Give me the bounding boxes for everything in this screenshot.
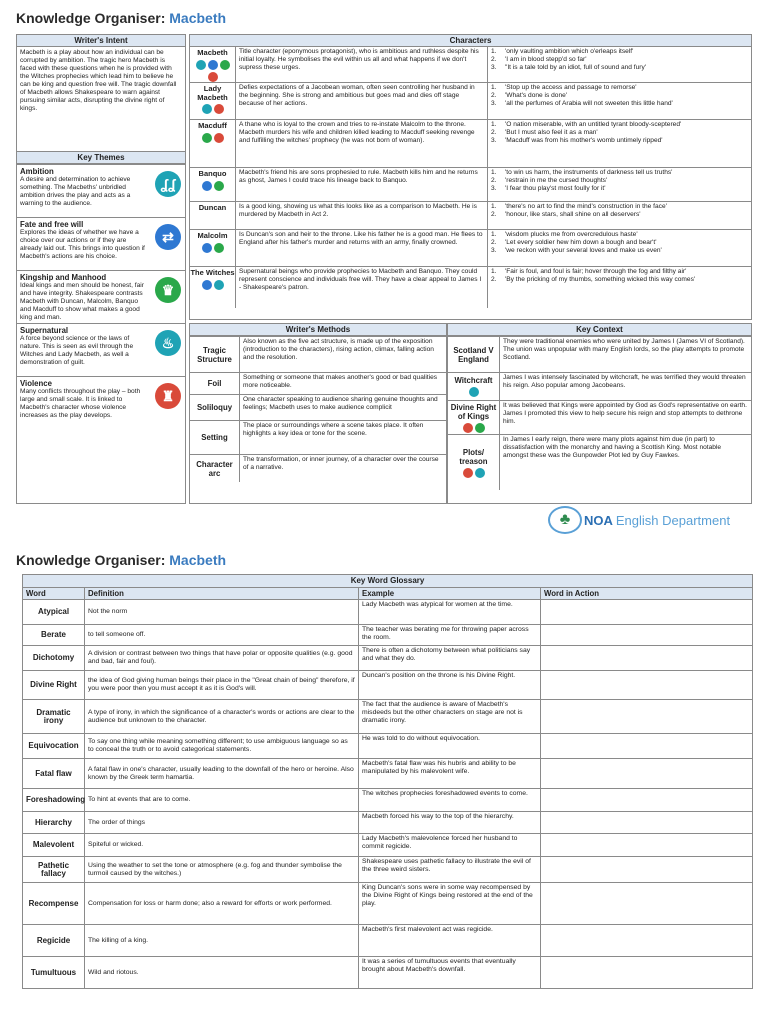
teal-theme-icon: [475, 468, 485, 478]
theme-title: Ambition: [20, 167, 54, 176]
context-name: [448, 337, 500, 372]
glossary-word: Tumultuous: [23, 957, 85, 989]
blue-theme-icon: [202, 280, 212, 290]
quote-text: 'to win us harm, the instruments of darkness tell us truths': [505, 169, 673, 176]
theme-item: [17, 270, 185, 323]
green-theme-icon: [214, 181, 224, 191]
teal-theme-icon: [202, 104, 212, 114]
intent-themes-panel: [16, 34, 186, 504]
quote-text: 'Let every soldier hew him down a bough and bear't': [505, 239, 657, 246]
context-description: James I was intensely fascinated by witchcraft, he was terrified they would threaten his reign. Also popular among Jacobeans.: [503, 374, 746, 389]
quote-number: 2.: [491, 56, 497, 63]
glossary-example: King Duncan's sons were in some way recompensed by the Divine Right of Kings being restored at the end of the play.: [359, 883, 541, 925]
theme-title: Fate and free will: [20, 220, 84, 229]
quote-text: 'By the pricking of my thumbs, something wicked this way comes': [505, 276, 696, 283]
method-description: Also known as the five act structure, is made up of the exposition (introduction to the characters), rising action, climax, falling action and the resolution.: [243, 338, 434, 361]
quote-number: 1.: [491, 268, 497, 275]
glossary-word-in-action-input[interactable]: [541, 834, 753, 857]
theme-item: [17, 376, 185, 429]
theme-title: Violence: [20, 379, 52, 388]
quote-number: 2.: [491, 177, 497, 184]
quote-text: 'we reckon with your several loves and make us even': [505, 247, 662, 254]
red-theme-icon: [208, 72, 218, 82]
glossary-row: [23, 625, 753, 646]
teal-theme-icon: [214, 280, 224, 290]
glossary-example: Lady Macbeth's malevolence forced her husband to commit regicide.: [359, 834, 541, 857]
glossary-example: The witches prophecies foreshadowed events to come.: [359, 789, 541, 812]
glossary-word: Pathetic fallacy: [23, 857, 85, 883]
red-theme-icon: [463, 423, 473, 433]
character-quotes: [488, 230, 751, 266]
character-theme-icons: [190, 60, 235, 82]
character-row: [190, 201, 751, 229]
col-example: Example: [359, 588, 541, 600]
character-description: Supernatural beings who provide prophecies to Macbeth and Banquo. They could represent conscience and individuals free will. They have a clear appeal to James I - Shakespeare's patron.: [236, 267, 488, 308]
glossary-word-in-action-input[interactable]: [541, 857, 753, 883]
methods-panel: [189, 323, 447, 504]
green-theme-icon: [475, 423, 485, 433]
title2-prefix: Knowledge Organiser:: [16, 552, 170, 568]
glossary-row: [23, 812, 753, 834]
blue-theme-icon: [202, 243, 212, 253]
character-quotes: [488, 267, 751, 308]
character-name: [190, 83, 236, 119]
character-name: [190, 230, 236, 266]
glossary-example: The teacher was berating me for throwing paper across the room.: [359, 625, 541, 646]
quote-line: [491, 203, 748, 211]
king-icon: ♛: [155, 277, 181, 303]
methods-header: Writer's Methods: [190, 324, 446, 336]
method-row: [190, 336, 446, 372]
quote-number: 1.: [491, 48, 497, 55]
green-theme-icon: [220, 60, 230, 70]
glossary-definition: To say one thing while meaning something different; to use ambiguous language so as to conceal the truth or to avoid categorical statements.: [85, 734, 359, 759]
glossary-word: Divine Right: [23, 671, 85, 700]
character-row: [190, 266, 751, 308]
context-row: [448, 336, 751, 372]
glossary-row: [23, 671, 753, 700]
col-word-in-action: Word in Action: [541, 588, 753, 600]
character-quotes: [488, 168, 751, 201]
shuffle-icon: ⇄: [155, 224, 181, 250]
character-theme-icons: [190, 181, 235, 191]
quote-number: 1.: [491, 84, 497, 91]
character-quotes: [488, 83, 751, 119]
character-name: [190, 168, 236, 201]
glossary-example: There is often a dichotomy between what politicians say and what they do.: [359, 646, 541, 671]
quote-text: 'What's done is done': [505, 92, 568, 99]
glossary-row: [23, 759, 753, 789]
tree-logo-icon: ♣: [548, 506, 582, 534]
glossary-example: Duncan's position on the throne is his Divine Right.: [359, 671, 541, 700]
method-name: Setting: [190, 421, 240, 454]
characters-panel: [189, 34, 752, 320]
blue-theme-icon: [202, 181, 212, 191]
glossary-example: Macbeth's first malevolent act was regicide.: [359, 925, 541, 957]
glossary-definition: to tell someone off.: [85, 625, 359, 646]
glossary-definition: The killing of a king.: [85, 925, 359, 957]
theme-text: A force beyond science or the laws of nature. This is seen as evil through the Witches and Lady Macbeth, as well a demonstration of guilt.: [20, 335, 134, 366]
title-subject: Macbeth: [169, 10, 227, 26]
glossary-row: [23, 734, 753, 759]
glossary-definition: Compensation for loss or harm done; also a reward for efforts or work performed.: [85, 883, 359, 925]
character-theme-icons: [190, 243, 235, 253]
quote-text: 'But I must also feel it as a man': [505, 129, 598, 136]
red-theme-icon: [214, 133, 224, 143]
quote-text: 'Macduff was from his mother's womb untimely ripped': [505, 137, 663, 144]
character-name: [190, 202, 236, 229]
glossary-word: Dramatic irony: [23, 700, 85, 734]
glossary-word-in-action-input[interactable]: [541, 759, 753, 789]
glossary-title: Key Word Glossary: [23, 575, 753, 588]
context-name-text: Scotland V England: [453, 345, 494, 364]
quote-line: [491, 92, 748, 100]
character-quotes: [488, 202, 751, 229]
glossary-example: Macbeth's fatal flaw was his hubris and ability to be manipulated by his malevolent wife.: [359, 759, 541, 789]
context-panel: [447, 323, 752, 504]
character-description: Is a good king, showing us what this looks like as a comparison to Macbeth. He is murdered by Macbeth in Act 2.: [236, 202, 488, 229]
quote-number: 1.: [491, 203, 497, 210]
glossary-table: [22, 574, 753, 989]
character-name-text: Macbeth: [197, 48, 228, 57]
glossary-row: [23, 700, 753, 734]
character-name-text: Macduff: [198, 121, 227, 130]
quote-line: [491, 169, 748, 177]
glossary-word-in-action-input[interactable]: [541, 883, 753, 925]
context-description: They were traditional enemies who were united by James I (James VI of Scotland). The union was unpopular with many English lords, so the play attempts to promote Scotland.: [503, 338, 745, 361]
theme-text: Many conflicts throughout the play – both large and small scale. It is linked to Macbeth's character whose violence increases as the play develops.: [20, 388, 141, 419]
glossary-definition: Spiteful or wicked.: [85, 834, 359, 857]
glossary-definition: Using the weather to set the tone or atmosphere (e.g. fog and thunder symbolise the turmoil caused by the witches.): [85, 857, 359, 883]
character-theme-icons: [190, 133, 235, 143]
glossary-word-in-action-input[interactable]: [541, 671, 753, 700]
theme-item: [17, 323, 185, 376]
glossary-definition: A fatal flaw in one's character, usually leading to the downfall of the hero or heroine. Also known by the Greek term hamartia.: [85, 759, 359, 789]
context-name-text: Plots/ treason: [459, 447, 488, 466]
context-row: [448, 434, 751, 490]
quote-text: 'only vaulting ambition which o'erleaps itself': [505, 48, 634, 55]
glossary-row: [23, 957, 753, 989]
glossary-word: Foreshadowing: [23, 789, 85, 812]
quote-text: 'I fear thou play'st most foully for it': [505, 185, 606, 192]
character-quotes: [488, 47, 751, 82]
glossary-example: Lady Macbeth was atypical for women at the time.: [359, 600, 541, 625]
character-name-text: The Witches: [190, 268, 235, 277]
glossary-word: Dichotomy: [23, 646, 85, 671]
character-name: [190, 47, 236, 82]
glossary-word: Recompense: [23, 883, 85, 925]
quote-line: [491, 177, 748, 185]
context-theme-icons: [469, 387, 479, 397]
quote-text: 'Stop up the access and passage to remorse': [505, 84, 637, 91]
logo-dept-text: English Department: [615, 512, 731, 528]
col-definition: Definition: [85, 588, 359, 600]
quote-line: [491, 84, 748, 92]
quote-number: 3.: [491, 247, 497, 254]
method-row: [190, 420, 446, 454]
quote-line: [491, 100, 748, 108]
col-word: Word: [23, 588, 85, 600]
character-quotes: [488, 120, 751, 167]
method-name: Tragic Structure: [190, 337, 240, 372]
glossary-definition: Wild and riotous.: [85, 957, 359, 989]
title-prefix: Knowledge Organiser:: [16, 10, 170, 26]
method-row: [190, 372, 446, 394]
context-row: [448, 372, 751, 400]
glossary-example: He was told to do without equivocation.: [359, 734, 541, 759]
context-list: [448, 336, 751, 490]
character-description: A thane who is loyal to the crown and tries to re-instate Malcolm to the throne. Macbeth murders his wife and children killed leading to Macduff seeking revenge and fulfilling the witches' prophecy (he was not born of woman).: [236, 120, 488, 167]
teal-theme-icon: [196, 60, 206, 70]
quote-number: 3.: [491, 137, 497, 144]
quote-number: 1.: [491, 121, 497, 128]
glossary-row: [23, 646, 753, 671]
quote-number: 2.: [491, 239, 497, 246]
red-theme-icon: [463, 468, 473, 478]
glossary-word-in-action-input[interactable]: [541, 957, 753, 989]
glossary-row: [23, 857, 753, 883]
glossary-row: [23, 925, 753, 957]
glossary-definition: To hint at events that are to come.: [85, 789, 359, 812]
glossary-word-in-action-input[interactable]: [541, 700, 753, 734]
glossary-definition: A type of irony, in which the significance of a character's words or actions are clear to the audience but unknown to the character.: [85, 700, 359, 734]
quote-line: [491, 121, 748, 129]
intent-text: Macbeth is a play about how an individual can be corrupted by ambition. The tragic hero Macbeth is faced with these questions when he is provided with the Witches prophecies which lead him to believe he can be king and question free will. The tragic downfall of Macbeth allows Shakespeare to warn against pursuing similar acts, disrupting the divine right of kings.: [20, 49, 177, 112]
quote-number: 2.: [491, 129, 497, 136]
glossary-example: Shakespeare uses pathetic fallacy to illustrate the evil of the three weird sisters.: [359, 857, 541, 883]
glossary-word-in-action-input[interactable]: [541, 925, 753, 957]
quote-number: 1.: [491, 231, 497, 238]
glossary-definition: the idea of God giving human beings their place in the "Great chain of being" therefore, if you were poor then you must accept it as it is God's will.: [85, 671, 359, 700]
glossary-example: Macbeth forced his way to the top of the hierarchy.: [359, 812, 541, 834]
method-name: Foil: [190, 373, 240, 394]
theme-item: [17, 217, 185, 270]
quote-line: [491, 231, 748, 239]
quote-text: 'O nation miserable, with an untitled tyrant bloody-sceptered': [505, 121, 682, 128]
page-title: [16, 10, 226, 26]
quote-text: 'I am in blood stepp'd so far': [505, 56, 587, 63]
glossary-word-in-action-input[interactable]: [541, 812, 753, 834]
character-row: [190, 47, 751, 82]
quote-line: [491, 268, 748, 276]
quote-line: [491, 185, 748, 193]
character-description: Defies expectations of a Jacobean woman, often seen controlling her husband in the beginning. She is strong and ambitious but goes mad and dies off stage because of her actions.: [236, 83, 488, 119]
character-name-text: Banquo: [198, 169, 227, 178]
quote-number: 2.: [491, 276, 497, 283]
context-name: [448, 373, 500, 400]
context-name: [448, 401, 500, 434]
character-row: [190, 82, 751, 119]
glossary-word-in-action-input[interactable]: [541, 646, 753, 671]
glossary-definition: Not the norm: [85, 600, 359, 625]
character-theme-icons: [190, 104, 235, 114]
glossary-row: [23, 883, 753, 925]
quote-line: [491, 48, 748, 56]
quote-line: [491, 247, 748, 255]
quote-text: "It is a tale told by an idiot, full of sound and fury': [505, 64, 647, 71]
glossary-word: Berate: [23, 625, 85, 646]
theme-title: Supernatural: [20, 326, 69, 335]
characters-header: Characters: [190, 35, 751, 47]
ambition-icon: ʆʆ: [155, 171, 181, 197]
method-description: Something or someone that makes another's good or bad qualities more noticeable.: [243, 374, 438, 389]
character-name: [190, 267, 236, 308]
methods-list: [190, 336, 446, 482]
character-name: [190, 120, 236, 167]
glossary-word-in-action-input[interactable]: [541, 789, 753, 812]
glossary-word: Regicide: [23, 925, 85, 957]
context-row: [448, 400, 751, 434]
quote-line: [491, 239, 748, 247]
glossary-word: Malevolent: [23, 834, 85, 857]
page2-title: [16, 552, 226, 568]
context-theme-icons: [463, 423, 485, 433]
quote-text: 'all the perfumes of Arabia will not sweeten this little hand': [505, 100, 673, 107]
method-row: [190, 454, 446, 482]
glossary-word-in-action-input[interactable]: [541, 625, 753, 646]
glossary-word-in-action-input[interactable]: [541, 734, 753, 759]
green-theme-icon: [214, 243, 224, 253]
noa-logo: [548, 506, 730, 534]
context-header: Key Context: [448, 324, 751, 336]
glossary-definition: A division or contrast between two things that have polar or opposite qualities (e.g. good and bad, fair and foul).: [85, 646, 359, 671]
quote-line: [491, 64, 748, 72]
character-name-text: Lady Macbeth: [197, 84, 228, 102]
glossary-word: Atypical: [23, 600, 85, 625]
context-theme-icons: [463, 468, 485, 478]
quote-number: 2.: [491, 211, 497, 218]
red-theme-icon: [214, 104, 224, 114]
blue-theme-icon: [208, 60, 218, 70]
quote-text: 'honour, like stars, shall shine on all deservers': [505, 211, 641, 218]
green-theme-icon: [202, 133, 212, 143]
theme-item: [17, 164, 185, 217]
context-name: [448, 435, 500, 490]
quote-line: [491, 129, 748, 137]
quote-text: 'there's no art to find the mind's construction in the face': [505, 203, 667, 210]
themes-list: [17, 164, 185, 429]
theme-text: A desire and determination to achieve something. The Macbeths' unbridled ambition drives the play and acts as a warning to the audience.: [20, 176, 131, 207]
quote-line: [491, 211, 748, 219]
method-description: One character speaking to audience sharing genuine thoughts and feelings; Macbeth uses to make audience complicit: [243, 396, 438, 411]
glossary-word: Fatal flaw: [23, 759, 85, 789]
character-description: Title character (eponymous protagonist), who is ambitious and ruthless despite his initial loyalty. He symbolises the evil within us all and what happens if we don't supress these urges.: [236, 47, 488, 82]
theme-title: Kingship and Manhood: [20, 273, 107, 282]
method-name: Soliloquy: [190, 395, 240, 420]
glossary-row: [23, 789, 753, 812]
teal-theme-icon: [469, 387, 479, 397]
character-row: [190, 167, 751, 201]
glossary-word: Hierarchy: [23, 812, 85, 834]
quote-number: 3.: [491, 185, 497, 192]
method-row: [190, 394, 446, 420]
character-row: [190, 229, 751, 266]
quote-line: [491, 137, 748, 145]
glossary-row: [23, 600, 753, 625]
character-description: Macbeth's friend his are sons prophesied to rule. Macbeth kills him and he returns as ghost, James I could trace his lineage back to Banquo.: [236, 168, 488, 201]
context-description: It was believed that Kings were appointed by God as God's representative on earth. James I promoted this view to help secure his reign and stop attempts to dethrone him.: [503, 402, 747, 425]
quote-text: 'wisdom plucks me from overcredulous haste': [505, 231, 638, 238]
characters-list: [190, 47, 751, 308]
logo-noa-text: NOA: [584, 512, 613, 528]
themes-header: Key Themes: [17, 151, 185, 164]
quote-text: 'restrain in me the cursed thoughts': [505, 177, 608, 184]
glossary-row: [23, 834, 753, 857]
quote-line: [491, 276, 748, 284]
context-name-text: Divine Right of Kings: [450, 402, 497, 421]
quote-line: [491, 56, 748, 64]
character-description: Is Duncan's son and heir to the throne. Like his father he is a good man. He flees to England after his father's murder and returns with an army, finally crowned.: [236, 230, 488, 266]
glossary-word: Equivocation: [23, 734, 85, 759]
method-description: The transformation, or inner journey, of a character over the course of a narrative.: [243, 456, 439, 471]
castle-icon: ♜: [155, 383, 181, 409]
context-description: In James I early reign, there were many plots against him due (in part) to dissatisfaction with the monarchy and having a Scottish King. Most notable amongst these was the Gunpowder Plot led by Guy Fawkes.: [503, 436, 722, 459]
quote-text: 'Fair is foul, and foul is fair; hover through the fog and filthy air': [505, 268, 687, 275]
character-name-text: Malcolm: [197, 231, 228, 240]
glossary-definition: The order of things: [85, 812, 359, 834]
method-description: The place or surroundings where a scene takes place. It often highlights a key idea or tone for the scene.: [243, 422, 424, 437]
quote-number: 1.: [491, 169, 497, 176]
intent-header: Writer's Intent: [17, 35, 185, 47]
glossary-word-in-action-input[interactable]: [541, 600, 753, 625]
cauldron-icon: ♨: [155, 330, 181, 356]
glossary-example: The fact that the audience is aware of Macbeth's misdeeds but the other characters on stage are not is dramatic irony.: [359, 700, 541, 734]
character-theme-icons: [190, 280, 235, 290]
glossary-example: It was a series of tumultuous events that eventually brought about Macbeth's downfall.: [359, 957, 541, 989]
quote-number: 3.: [491, 100, 497, 107]
quote-number: 3.: [491, 64, 497, 71]
context-name-text: Witchcraft: [454, 376, 493, 385]
theme-text: Explores the ideas of whether we have a choice over our actions or if they are already laid out. This brings into question if Macbeth's actions are his choice.: [20, 229, 145, 260]
quote-number: 2.: [491, 92, 497, 99]
title2-subject: Macbeth: [169, 552, 227, 568]
character-name-text: Duncan: [198, 203, 227, 212]
theme-text: Ideal kings and men should be honest, fair and have integrity. Shakespeare contrasts Macbeth with Duncan, Malcolm, Banquo and Macduff to show what makes a good king and man.: [20, 282, 144, 321]
character-row: [190, 119, 751, 167]
method-name: Character arc: [190, 455, 240, 482]
